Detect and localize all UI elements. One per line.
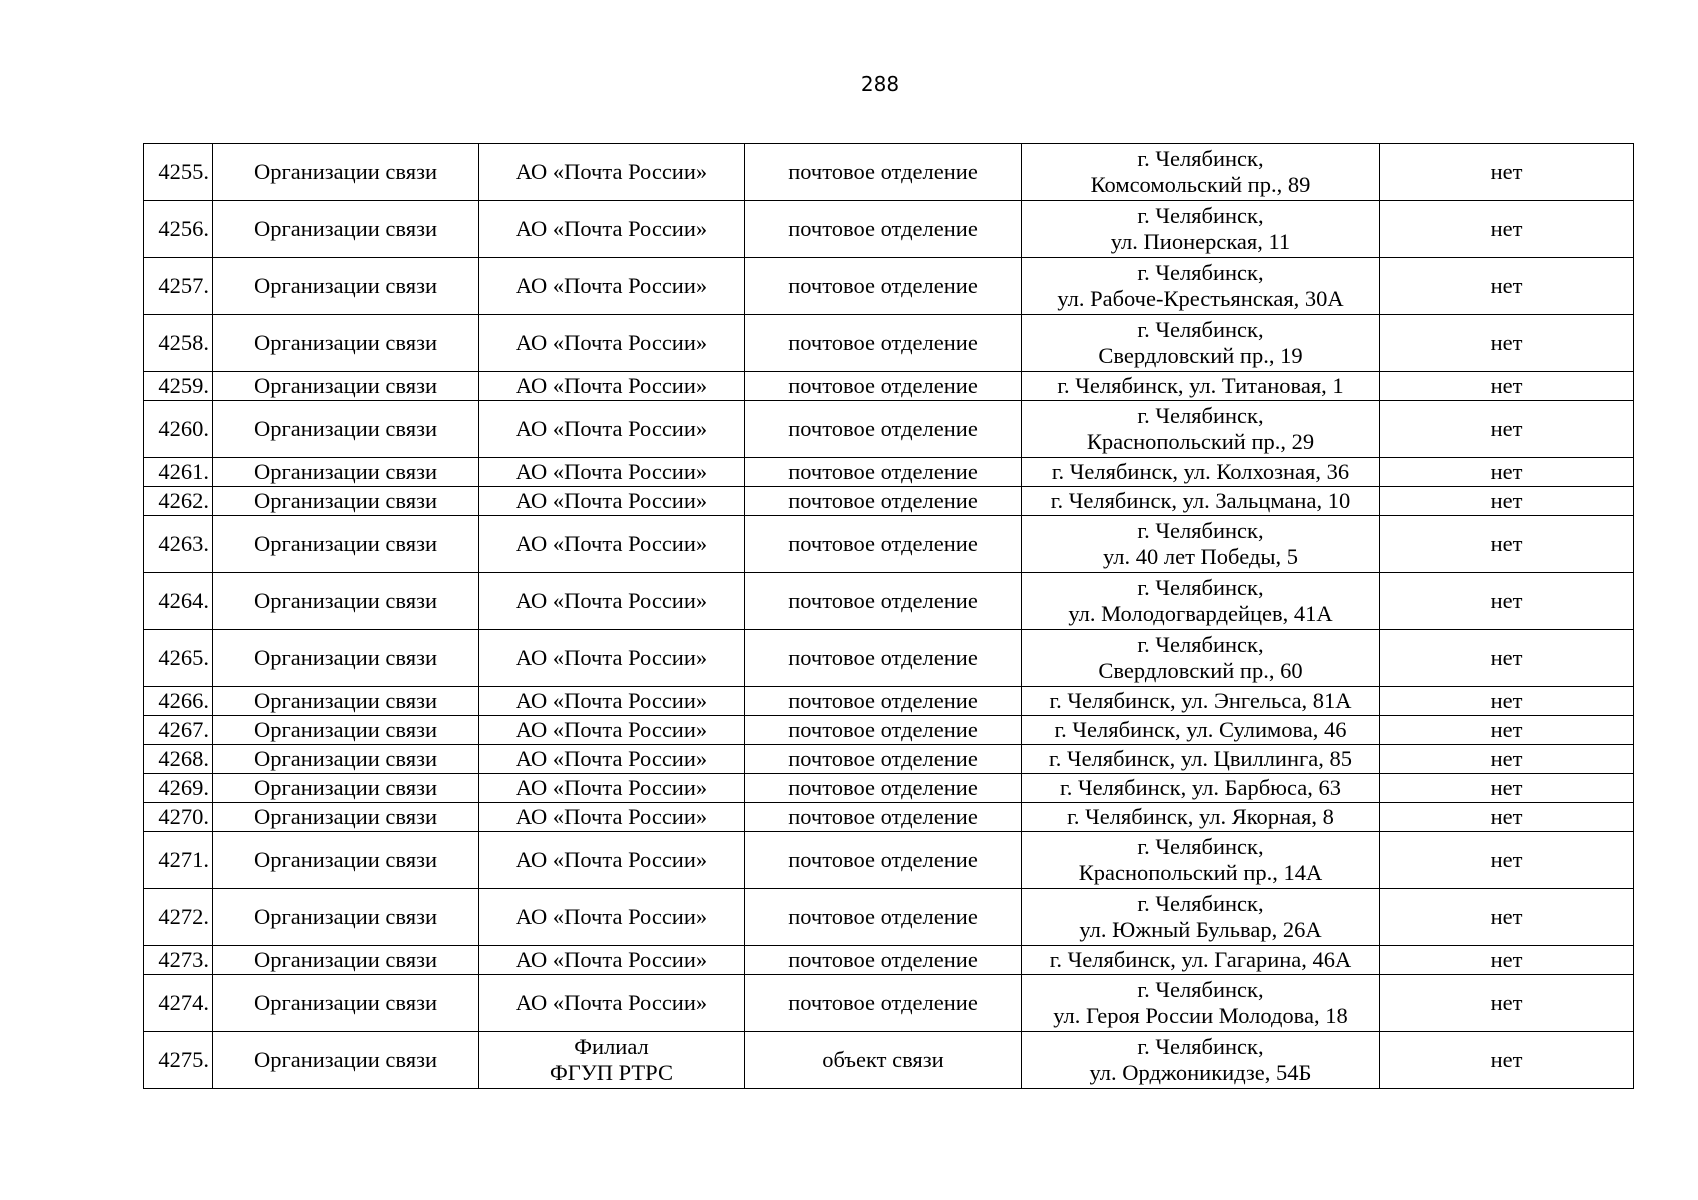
category-cell: Организации связи <box>213 975 479 1032</box>
address-line: г. Челябинск, ул. Якорная, 8 <box>1067 804 1334 829</box>
table-row <box>144 315 1634 372</box>
object-type-cell: почтовое отделение <box>745 774 1022 803</box>
table-row <box>144 458 1634 487</box>
organization-cell <box>479 144 745 201</box>
address-line: г. Челябинск, <box>1137 1034 1264 1059</box>
address-line: ул. Героя России Молодова, 18 <box>1053 1003 1348 1028</box>
row-number-cell: 4263. <box>144 516 213 573</box>
object-type-cell: почтовое отделение <box>745 144 1022 201</box>
table-row <box>144 716 1634 745</box>
object-type-cell: почтовое отделение <box>745 258 1022 315</box>
category-cell: Организации связи <box>213 573 479 630</box>
address-line: Свердловский пр., 19 <box>1098 343 1303 368</box>
category-cell: Организации связи <box>213 946 479 975</box>
row-number-cell: 4262. <box>144 487 213 516</box>
address-cell <box>1022 774 1380 803</box>
address-line: г. Челябинск, <box>1137 834 1264 859</box>
organization-cell <box>479 315 745 372</box>
flag-cell: нет <box>1380 946 1634 975</box>
organization-cell <box>479 975 745 1032</box>
address-cell <box>1022 716 1380 745</box>
flag-cell: нет <box>1380 889 1634 946</box>
flag-cell: нет <box>1380 1032 1634 1089</box>
organization-line: АО «Почта России» <box>515 804 708 829</box>
organization-line: АО «Почта России» <box>515 273 708 298</box>
organization-line: АО «Почта России» <box>515 688 708 713</box>
organization-cell <box>479 201 745 258</box>
address-line: ул. Молодогвардейцев, 41А <box>1068 601 1333 626</box>
object-type-cell: почтовое отделение <box>745 516 1022 573</box>
organization-cell <box>479 1032 745 1089</box>
row-number-cell: 4267. <box>144 716 213 745</box>
address-cell <box>1022 401 1380 458</box>
address-line: г. Челябинск, ул. Барбюса, 63 <box>1060 775 1341 800</box>
object-type-cell: почтовое отделение <box>745 458 1022 487</box>
category-cell: Организации связи <box>213 401 479 458</box>
object-type-cell: объект связи <box>745 1032 1022 1089</box>
address-line: г. Челябинск, ул. Колхозная, 36 <box>1051 459 1350 484</box>
category-cell: Организации связи <box>213 687 479 716</box>
address-line: г. Челябинск, <box>1137 203 1264 228</box>
page-number: 288 <box>860 72 900 96</box>
organization-line: АО «Почта России» <box>515 947 708 972</box>
address-line: г. Челябинск, <box>1137 632 1264 657</box>
table-row <box>144 745 1634 774</box>
table-row <box>144 401 1634 458</box>
row-number-cell: 4258. <box>144 315 213 372</box>
category-cell: Организации связи <box>213 630 479 687</box>
registry-table <box>143 143 1634 1089</box>
table-row <box>144 975 1634 1032</box>
object-type-cell: почтовое отделение <box>745 745 1022 774</box>
address-cell <box>1022 258 1380 315</box>
table-row <box>144 687 1634 716</box>
address-cell <box>1022 315 1380 372</box>
address-line: г. Челябинск, <box>1137 146 1264 171</box>
address-cell <box>1022 832 1380 889</box>
address-line: г. Челябинск, ул. Гагарина, 46А <box>1049 947 1352 972</box>
row-number-cell: 4274. <box>144 975 213 1032</box>
object-type-cell: почтовое отделение <box>745 487 1022 516</box>
address-cell <box>1022 803 1380 832</box>
row-number-cell: 4270. <box>144 803 213 832</box>
organization-line: АО «Почта России» <box>515 488 708 513</box>
flag-cell: нет <box>1380 516 1634 573</box>
flag-cell: нет <box>1380 372 1634 401</box>
object-type-cell: почтовое отделение <box>745 573 1022 630</box>
flag-cell: нет <box>1380 774 1634 803</box>
address-line: г. Челябинск, <box>1137 575 1264 600</box>
table-row <box>144 487 1634 516</box>
organization-cell <box>479 487 745 516</box>
category-cell: Организации связи <box>213 1032 479 1089</box>
category-cell: Организации связи <box>213 716 479 745</box>
address-line: г. Челябинск, ул. Титановая, 1 <box>1057 373 1344 398</box>
object-type-cell: почтовое отделение <box>745 687 1022 716</box>
table-row <box>144 372 1634 401</box>
row-number-cell: 4265. <box>144 630 213 687</box>
organization-cell <box>479 573 745 630</box>
address-line: г. Челябинск, ул. Сулимова, 46 <box>1054 717 1347 742</box>
flag-cell: нет <box>1380 144 1634 201</box>
category-cell: Организации связи <box>213 516 479 573</box>
table-row <box>144 201 1634 258</box>
address-line: Свердловский пр., 60 <box>1098 658 1303 683</box>
organization-line: АО «Почта России» <box>515 990 708 1015</box>
address-line: ул. Южный Бульвар, 26А <box>1079 917 1322 942</box>
address-cell <box>1022 630 1380 687</box>
address-line: ул. Пионерская, 11 <box>1110 229 1291 254</box>
flag-cell: нет <box>1380 716 1634 745</box>
organization-line: АО «Почта России» <box>515 459 708 484</box>
organization-line: АО «Почта России» <box>515 717 708 742</box>
object-type-cell: почтовое отделение <box>745 401 1022 458</box>
flag-cell: нет <box>1380 803 1634 832</box>
organization-cell <box>479 630 745 687</box>
organization-line: Филиал <box>574 1034 649 1059</box>
row-number-cell: 4269. <box>144 774 213 803</box>
row-number-cell: 4259. <box>144 372 213 401</box>
organization-line: АО «Почта России» <box>515 588 708 613</box>
flag-cell: нет <box>1380 458 1634 487</box>
address-cell <box>1022 745 1380 774</box>
row-number-cell: 4256. <box>144 201 213 258</box>
organization-line: АО «Почта России» <box>515 847 708 872</box>
organization-line: АО «Почта России» <box>515 416 708 441</box>
address-cell <box>1022 573 1380 630</box>
address-cell <box>1022 372 1380 401</box>
organization-cell <box>479 687 745 716</box>
category-cell: Организации связи <box>213 487 479 516</box>
organization-cell <box>479 401 745 458</box>
organization-cell <box>479 803 745 832</box>
organization-line: АО «Почта России» <box>515 159 708 184</box>
address-cell <box>1022 687 1380 716</box>
organization-line: АО «Почта России» <box>515 645 708 670</box>
table-row <box>144 1032 1634 1089</box>
organization-line: ФГУП РТРС <box>550 1060 673 1085</box>
flag-cell: нет <box>1380 687 1634 716</box>
organization-cell <box>479 745 745 774</box>
organization-line: АО «Почта России» <box>515 330 708 355</box>
organization-line: АО «Почта России» <box>515 531 708 556</box>
object-type-cell: почтовое отделение <box>745 372 1022 401</box>
flag-cell: нет <box>1380 487 1634 516</box>
table-row <box>144 946 1634 975</box>
address-cell <box>1022 889 1380 946</box>
object-type-cell: почтовое отделение <box>745 716 1022 745</box>
address-line: г. Челябинск, ул. Цвиллинга, 85 <box>1049 746 1352 771</box>
row-number-cell: 4272. <box>144 889 213 946</box>
table-row <box>144 803 1634 832</box>
object-type-cell: почтовое отделение <box>745 946 1022 975</box>
organization-cell <box>479 458 745 487</box>
object-type-cell: почтовое отделение <box>745 803 1022 832</box>
organization-line: АО «Почта России» <box>515 775 708 800</box>
organization-cell <box>479 716 745 745</box>
category-cell: Организации связи <box>213 144 479 201</box>
table-row <box>144 144 1634 201</box>
object-type-cell: почтовое отделение <box>745 201 1022 258</box>
table-row <box>144 889 1634 946</box>
address-cell <box>1022 201 1380 258</box>
address-cell <box>1022 946 1380 975</box>
flag-cell: нет <box>1380 401 1634 458</box>
address-cell <box>1022 1032 1380 1089</box>
table-row <box>144 630 1634 687</box>
address-line: г. Челябинск, <box>1137 403 1264 428</box>
address-line: Краснопольский пр., 14А <box>1078 860 1323 885</box>
address-line: г. Челябинск, <box>1137 977 1264 1002</box>
row-number-cell: 4266. <box>144 687 213 716</box>
category-cell: Организации связи <box>213 315 479 372</box>
row-number-cell: 4261. <box>144 458 213 487</box>
organization-cell <box>479 889 745 946</box>
organization-line: АО «Почта России» <box>515 216 708 241</box>
category-cell: Организации связи <box>213 745 479 774</box>
row-number-cell: 4275. <box>144 1032 213 1089</box>
flag-cell: нет <box>1380 201 1634 258</box>
table-row <box>144 832 1634 889</box>
address-line: г. Челябинск, <box>1137 891 1264 916</box>
address-cell <box>1022 487 1380 516</box>
category-cell: Организации связи <box>213 201 479 258</box>
address-cell <box>1022 516 1380 573</box>
address-cell <box>1022 975 1380 1032</box>
table-row <box>144 573 1634 630</box>
row-number-cell: 4255. <box>144 144 213 201</box>
address-line: Краснопольский пр., 29 <box>1086 429 1315 454</box>
organization-cell <box>479 832 745 889</box>
address-line: ул. 40 лет Победы, 5 <box>1103 544 1298 569</box>
table-row <box>144 258 1634 315</box>
object-type-cell: почтовое отделение <box>745 315 1022 372</box>
address-line: г. Челябинск, <box>1137 518 1264 543</box>
category-cell: Организации связи <box>213 258 479 315</box>
organization-line: АО «Почта России» <box>515 904 708 929</box>
category-cell: Организации связи <box>213 372 479 401</box>
row-number-cell: 4257. <box>144 258 213 315</box>
organization-cell <box>479 258 745 315</box>
flag-cell: нет <box>1380 745 1634 774</box>
address-line: ул. Рабоче-Крестьянская, 30А <box>1057 286 1344 311</box>
object-type-cell: почтовое отделение <box>745 889 1022 946</box>
table-row <box>144 774 1634 803</box>
table-row <box>144 516 1634 573</box>
object-type-cell: почтовое отделение <box>745 832 1022 889</box>
object-type-cell: почтовое отделение <box>745 630 1022 687</box>
organization-cell <box>479 774 745 803</box>
address-line: г. Челябинск, <box>1137 317 1264 342</box>
flag-cell: нет <box>1380 832 1634 889</box>
address-line: Комсомольский пр., 89 <box>1090 172 1311 197</box>
organization-cell <box>479 516 745 573</box>
flag-cell: нет <box>1380 573 1634 630</box>
row-number-cell: 4268. <box>144 745 213 774</box>
organization-line: АО «Почта России» <box>515 746 708 771</box>
flag-cell: нет <box>1380 315 1634 372</box>
object-type-cell: почтовое отделение <box>745 975 1022 1032</box>
address-cell <box>1022 144 1380 201</box>
category-cell: Организации связи <box>213 803 479 832</box>
category-cell: Организации связи <box>213 832 479 889</box>
address-line: ул. Орджоникидзе, 54Б <box>1089 1060 1312 1085</box>
category-cell: Организации связи <box>213 889 479 946</box>
address-line: г. Челябинск, ул. Зальцмана, 10 <box>1050 488 1351 513</box>
address-line: г. Челябинск, <box>1137 260 1264 285</box>
category-cell: Организации связи <box>213 774 479 803</box>
row-number-cell: 4260. <box>144 401 213 458</box>
flag-cell: нет <box>1380 630 1634 687</box>
address-line: г. Челябинск, ул. Энгельса, 81А <box>1049 688 1352 713</box>
organization-cell <box>479 946 745 975</box>
row-number-cell: 4271. <box>144 832 213 889</box>
organization-line: АО «Почта России» <box>515 373 708 398</box>
category-cell: Организации связи <box>213 458 479 487</box>
row-number-cell: 4273. <box>144 946 213 975</box>
flag-cell: нет <box>1380 975 1634 1032</box>
address-cell <box>1022 458 1380 487</box>
registry-table-body <box>144 144 1634 1089</box>
organization-cell <box>479 372 745 401</box>
row-number-cell: 4264. <box>144 573 213 630</box>
flag-cell: нет <box>1380 258 1634 315</box>
